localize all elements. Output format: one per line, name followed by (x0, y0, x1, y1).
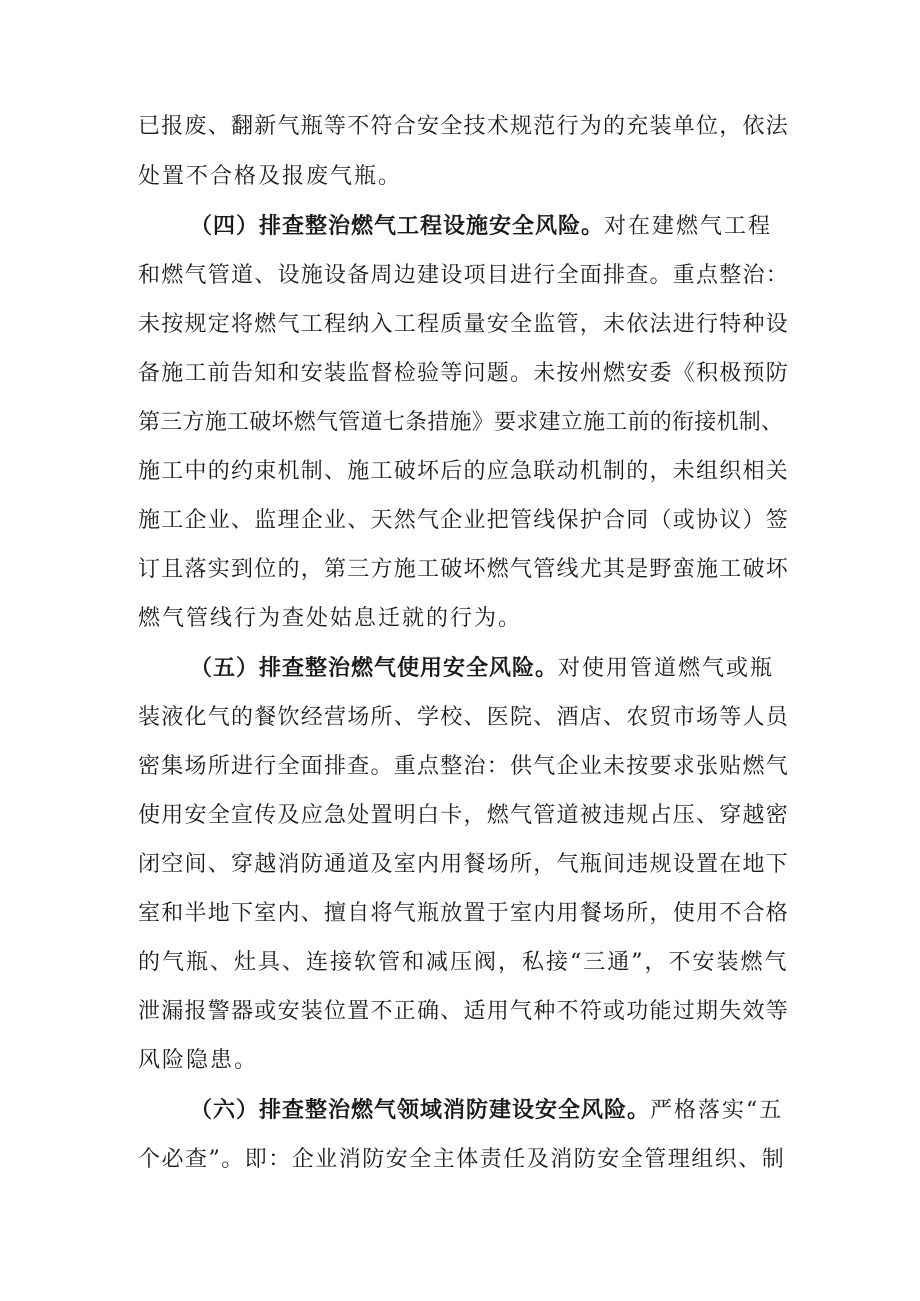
paragraph-first-line (190, 654, 774, 684)
text-line: 未按规定将燃气工程纳入工程质量安全监管，未依法进行特种设 (138, 312, 790, 337)
text-line: 个必查”。即：企业消防安全主体责任及消防安全管理组织、制 (138, 1147, 786, 1172)
text-line: 使用安全宣传及应急处置明白卡，燃气管道被违规占压、穿越密 (138, 803, 790, 828)
text-line: 处置不合格及报废气瓶。 (138, 164, 403, 189)
section-heading: （五）排查整治燃气使用安全风险。 (190, 656, 559, 681)
text-line: 装液化气的餐饮经营场所、学校、医院、酒店、农贸市场等人员 (138, 705, 790, 730)
text-line: 施工中的约束机制、施工破坏后的应急联动机制的，未组织相关 (138, 459, 790, 484)
text-run: 严格落实“五 (650, 1098, 784, 1123)
text-line: 的气瓶、灶具、连接软管和减压阀，私接“三通”，不安装燃气 (138, 950, 789, 975)
text-line: 燃气管线行为查处姑息迁就的行为。 (138, 606, 523, 631)
section-heading: （六）排查整治燃气领域消防建设安全风险。 (190, 1098, 651, 1123)
paragraph-first-line (190, 212, 772, 242)
paragraph-first-line (190, 1096, 783, 1126)
text-line: 已报废、翻新气瓶等不符合安全技术规范行为的充装单位，依法 (138, 114, 790, 139)
text-line: 第三方施工破坏燃气管道七条措施》要求建立施工前的衔接机制、 (138, 410, 784, 435)
text-line: 备施工前告知和安装监督检验等问题。未按州燃安委《积极预防 (138, 361, 790, 386)
text-line: 风险隐患。 (138, 1048, 259, 1073)
text-line: 施工企业、监理企业、天然气企业把管线保护合同（或协议）签 (138, 508, 790, 533)
text-run: 对使用管道燃气或瓶 (558, 656, 775, 681)
text-line: 密集场所进行全面排查。重点整治：供气企业未按要求张贴燃气 (138, 754, 790, 779)
text-line: 泄漏报警器或安装位置不正确、适用气种不符或功能过期失效等 (138, 999, 790, 1024)
text-line: 室和半地下室内、擅自将气瓶放置于室内用餐场所，使用不合格 (138, 901, 790, 926)
section-heading: （四）排查整治燃气工程设施安全风险。 (190, 214, 605, 239)
text-line: 和燃气管道、设施设备周边建设项目进行全面排查。重点整治： (138, 263, 790, 288)
text-run: 对在建燃气工程 (604, 214, 773, 239)
text-line: 闭空间、穿越消防通道及室内用餐场所，气瓶间违规设置在地下 (138, 852, 790, 877)
text-line: 订且落实到位的，第三方施工破坏燃气管线尤其是野蛮施工破坏 (138, 557, 790, 582)
